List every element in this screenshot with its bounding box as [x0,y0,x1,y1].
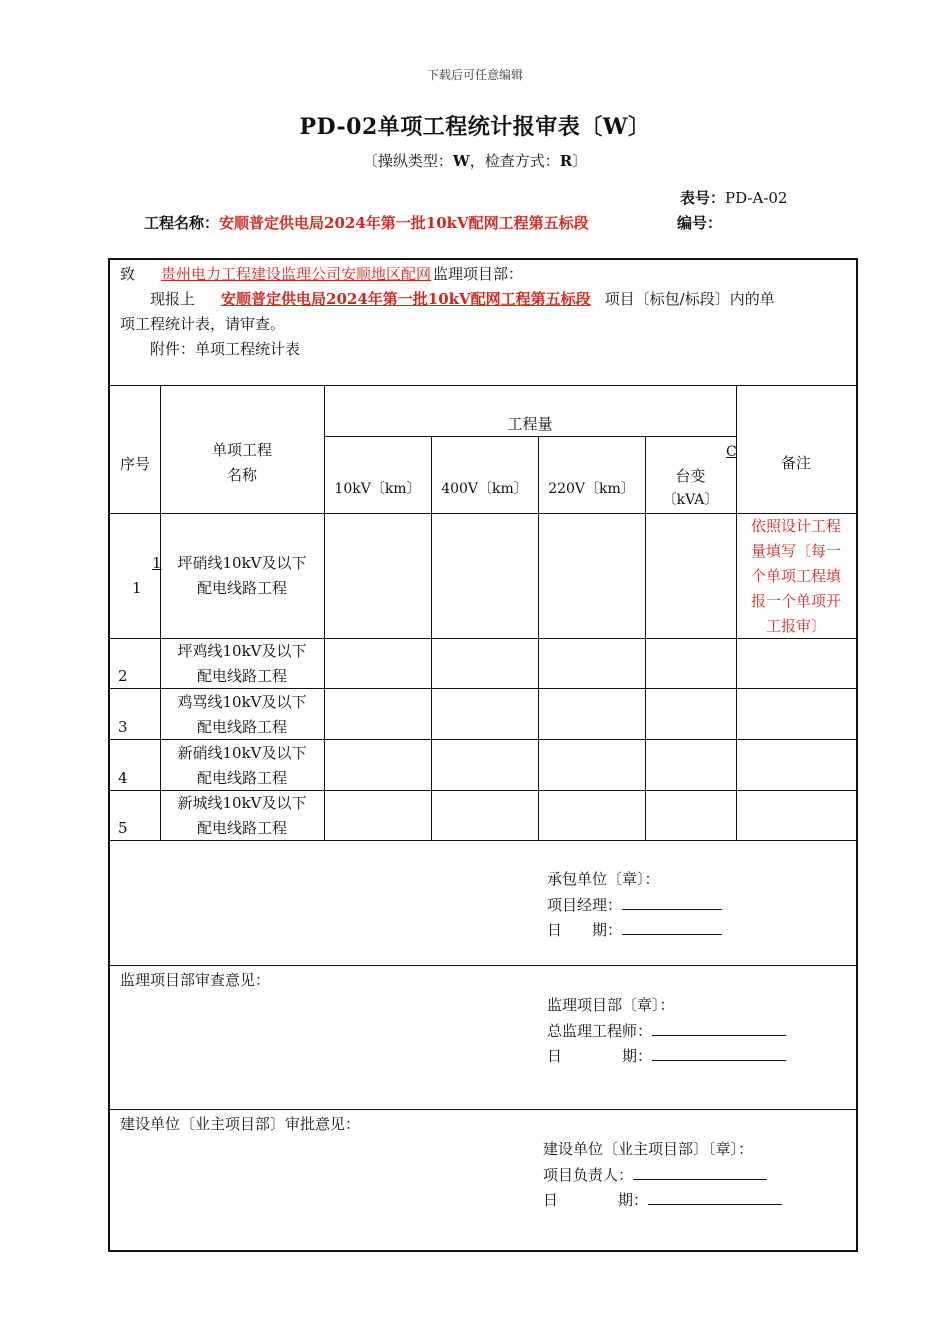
subtitle-check-method: R [559,152,573,170]
remark-line4: 报一个单项开 [750,592,841,610]
col-header-quantity: 工程量 [507,415,553,433]
contractor-date-field[interactable] [622,917,722,935]
col-header-10kv: 10kV〔km〕 [334,481,421,497]
row2-seq: 2 [118,667,128,685]
report-suffix: 项目〔标包/标段〕内的单 [604,290,775,308]
row1-name-line1: 坪硝线10kV及以下 [177,554,307,572]
supervision-date-line [547,1043,786,1069]
row1-seq: 1 [132,579,142,597]
serial-number: 编号： [677,214,723,232]
owner-person-field[interactable] [633,1162,767,1180]
col-header-name-line2: 名称 [226,466,257,484]
addressee-prefix: 致 [120,265,136,283]
row2-name-line2: 配电线路工程 [196,667,287,685]
supervision-date-label: 日 期： [547,1047,653,1065]
rule-supervision-bottom [110,1109,856,1110]
row5-name-line1: 新城线10kV及以下 [177,794,307,812]
chief-engineer-field[interactable] [652,1018,786,1036]
supervision-date-field[interactable] [652,1043,786,1061]
contractor-manager-label: 项目经理： [547,896,623,914]
remark-line2: 量填写〔每一 [750,542,841,560]
contractor-manager-field[interactable] [622,892,722,910]
col-header-220v: 220V〔km〕 [548,481,635,497]
row5-seq: 5 [118,819,128,837]
col-header-seq: 序号 [119,455,150,473]
owner-opinion-label: 建设单位〔业主项目部〕审批意见： [120,1115,361,1133]
row2-name-line1: 坪鸡线10kV及以下 [177,642,307,660]
col-header-transformer-mark: C [726,444,737,460]
row5-name-line2: 配电线路工程 [196,819,287,837]
col-header-transformer-line1: 台变 [675,467,706,485]
row1-name-line2: 配电线路工程 [196,579,287,597]
form-table [108,258,858,1252]
form-number-value: PD-A-02 [725,189,788,207]
addressee-org: 贵州电力工程建设监理公司安顺地区配网 [161,265,432,283]
owner-person-line [543,1162,767,1188]
chief-engineer-line [547,1018,786,1044]
owner-date-label: 日 期： [543,1191,649,1209]
document-subtitle [0,150,950,171]
rule-header-bottom [110,385,856,386]
document-title: PD-02单项工程统计报审表〔W〕 [299,114,651,140]
supervision-opinion-label: 监理项目部审查意见： [120,971,271,989]
report-line-2: 项工程统计表，请审查。 [120,315,286,333]
row3-name-line1: 鸡骂线10kV及以下 [177,693,307,711]
addressee-line [120,262,523,287]
row3-name-line2: 配电线路工程 [196,718,287,736]
contractor-date-label: 日 期： [547,921,623,939]
contractor-date-line [547,917,722,943]
remark-line3: 个单项工程填 [750,567,841,585]
addressee-suffix: 监理项目部： [433,265,524,283]
subtitle-operation-type: W [452,152,470,170]
col-header-remark: 备注 [780,454,811,472]
chief-engineer-label: 总监理工程师： [547,1022,653,1040]
project-name-label: 工程名称： [144,214,220,232]
rule-contractor-bottom [110,965,856,966]
subtitle-prefix: 〔操纵类型： [362,152,453,170]
report-prefix: 现报上 [150,290,196,308]
owner-person-label: 项目负责人： [543,1166,634,1184]
row4-seq: 4 [118,769,128,787]
col-header-name-line1: 单项工程 [211,441,272,459]
row3-seq: 3 [118,718,128,736]
row4-name-line2: 配电线路工程 [196,769,287,787]
col-header-400v: 400V〔km〕 [441,481,528,497]
contractor-manager-line [547,892,722,918]
owner-date-line [543,1187,782,1213]
owner-date-field[interactable] [648,1187,782,1205]
report-line [150,287,775,312]
subtitle-suffix: 〕 [572,152,588,170]
row4-name-line1: 新硝线10kV及以下 [177,744,307,762]
owner-unit: 建设单位〔业主项目部〕〔章〕： [543,1140,754,1158]
project-name-value: 安顺普定供电局2024年第一批10kV配网工程第五标段 [219,214,589,232]
remark-line1: 依照设计工程 [750,517,841,535]
form-number-label: 表号： [680,189,726,207]
report-project: 安顺普定供电局2024年第一批10kV配网工程第五标段 [221,290,591,308]
project-name [144,212,589,233]
rule-col-name [324,385,325,840]
supervision-unit: 监理项目部〔章〕： [547,996,675,1014]
attachment-line: 附件：单项工程统计表 [150,340,301,358]
top-note: 下载后可任意编辑 [426,68,523,82]
row1-seq-mark: 1 [152,554,162,572]
col-header-transformer-line2: 〔kVA〕 [662,492,719,508]
contractor-unit: 承包单位〔章〕： [547,870,660,888]
subtitle-mid: ，检查方式： [469,152,560,170]
form-number [680,187,787,208]
remark-line5: 工报审〕 [765,617,826,635]
